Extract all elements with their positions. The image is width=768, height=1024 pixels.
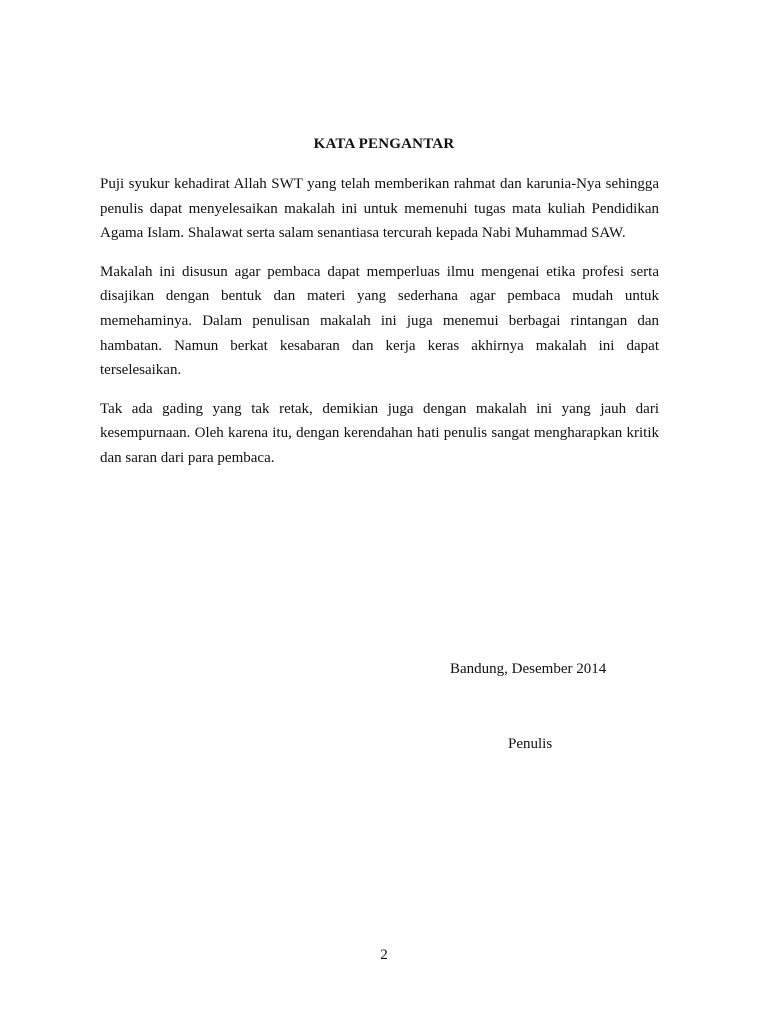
paragraph-1: Puji syukur kehadirat Allah SWT yang telah memberikan rahmat dan karunia-Nya sehingga penulis dapat menyelesaikan makalah ini untuk memenuhi tugas mata kuliah Pendidikan Agama Islam. Shalawat serta salam senantiasa tercurah kepada Nabi Muhammad SAW. — [100, 176, 659, 242]
paragraph-2: Makalah ini disusun agar pembaca dapat memperluas ilmu mengenai etika profesi serta disajikan dengan bentuk dan materi yang sederhana agar pembaca mudah untuk memehaminya. Dalam penulisan makalah ini juga menemui berbagai rintangan dan hambatan. Namun berkat kesabaran dan kerja keras akhirnya makalah ini dapat terselesaikan. — [100, 263, 659, 379]
page-number: 2 — [380, 947, 388, 963]
place-date: Bandung, Desember 2014 — [450, 661, 607, 677]
page-title: KATA PENGANTAR — [313, 136, 455, 152]
author-signature: Penulis — [508, 736, 553, 752]
paragraph-3: Tak ada gading yang tak retak, demikian juga dengan makalah ini yang jauh dari kesempurnaan. Oleh karena itu, dengan kerendahan hati penulis sangat mengharapkan kritik dan saran dari para pembaca. — [100, 400, 659, 466]
body-text — [100, 172, 659, 485]
